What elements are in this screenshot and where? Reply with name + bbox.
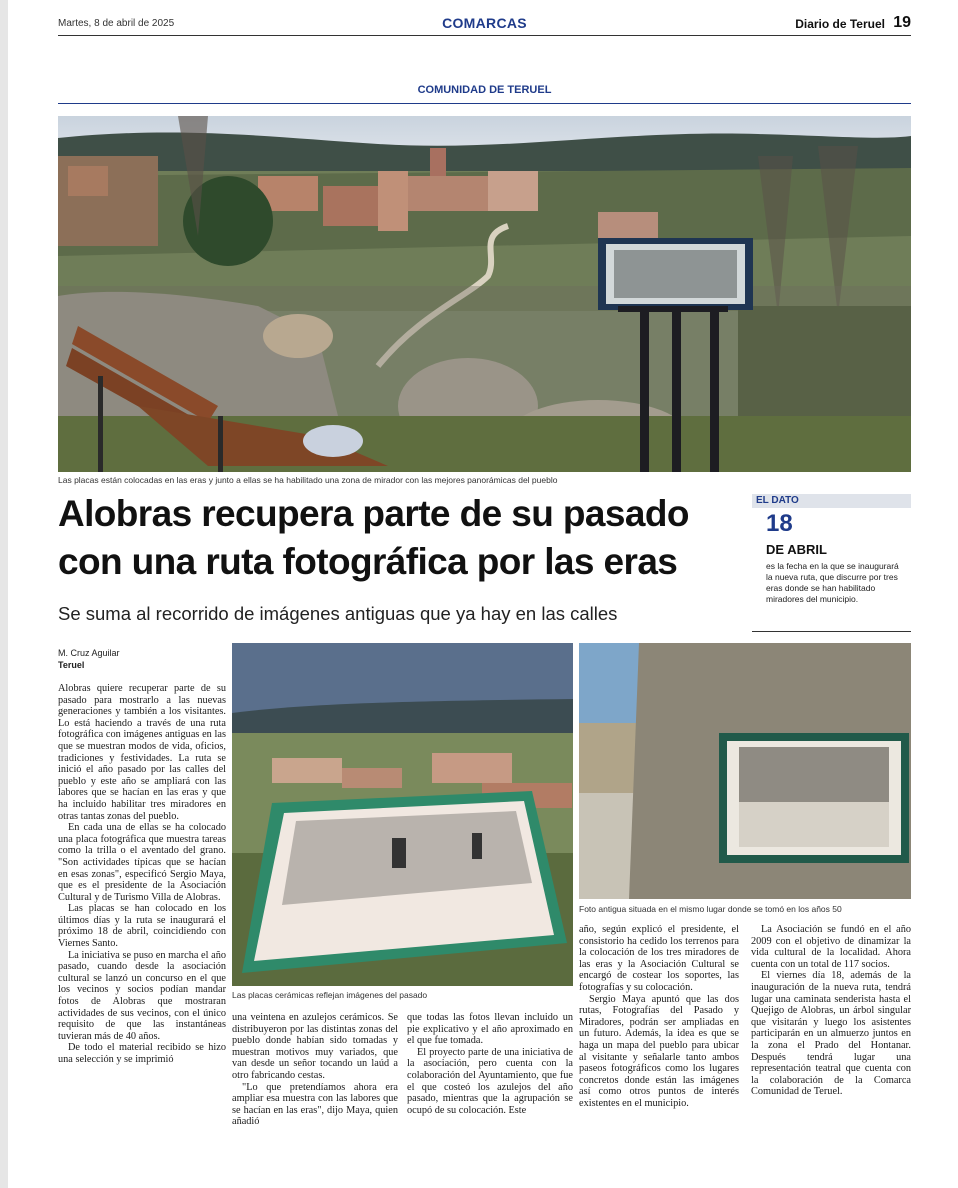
paragraph: El proyecto parte de una iniciativa de la asociación, pero cuenta con la colaboración del Ayuntamiento, que fue el que costeó los azulejos del año pasado, mientras que la agrupación se ocupó de su colocación. Este <box>407 1046 573 1116</box>
paragraph: año, según explicó el presidente, el consistorio ha cedido los terrenos para la colocación de los tres miradores de las eras y la Asociación Cultural se encargó de costear los soportes, las fotografías y su colocación. <box>579 924 739 993</box>
body-column-5 <box>751 924 911 1098</box>
body-column-2 <box>232 1012 398 1128</box>
subsection-title: COMUNIDAD DE TERUEL <box>58 84 911 104</box>
headline-line-1: Alobras recupera parte de su pasado <box>58 493 689 534</box>
headline <box>58 490 738 586</box>
body-column-4 <box>579 924 739 1110</box>
paragraph: El viernes día 18, además de la inauguración de la nueva ruta, tendrá lugar una caminata senderista hasta el Quejigo de Alobras, un árbol singular que visitarán y luego los asistentes participarán en un almuerzo juntos en la zona el Prado del Hontanar. Después tendrá lugar una representación teatral que cuenta con la colaboración de la Comarca Comunidad de Teruel. <box>751 970 911 1098</box>
paragraph: Las placas se han colocado en los últimos días y la ruta se inaugurará el próximo 18 de abril, coincidiendo con Viernes Santo. <box>58 903 226 950</box>
main-photo-caption: Las placas están colocadas en las eras y junto a ellas se ha habilitado una zona de mirador con las mejores panorámicas del pueblo <box>58 475 558 485</box>
ceramic-plaque-photo <box>232 643 573 986</box>
newspaper-page <box>8 0 958 1188</box>
page-edge <box>0 0 8 1188</box>
main-photo <box>58 116 911 472</box>
headline-line-2: con una ruta fotográfica por las eras <box>58 541 678 582</box>
header-page-number: 19 <box>893 14 911 31</box>
body-column-3 <box>407 1012 573 1116</box>
paragraph: una veintena en azulejos cerámicos. Se distribuyeron por las distintas zonas del pueblo donde habían sido tomadas y muestran motivos muy variados, que van desde un señor tocando un laúd a otro fabricando cestas. <box>232 1012 398 1081</box>
paragraph: En cada una de ellas se ha colocado una placa fotográfica que muestra tareas como la trilla o el aventado del grano. "Son actividades típicas que se hacían en esas zonas", especificó Sergio Maya, que es el presidente de la Asociación Cultural y de Turismo Villa de Alobras. <box>58 822 226 903</box>
page-header <box>58 14 911 36</box>
paragraph: De todo el material recibido se hizo una selección y se imprimió <box>58 1042 226 1065</box>
dato-label: EL DATO <box>752 494 911 508</box>
paragraph: La Asociación se fundó en el año 2009 con el objetivo de dinamizar la vida cultural de la localidad. Ahora cuenta con un total de 117 socios. <box>751 924 911 970</box>
el-dato-box <box>752 494 911 632</box>
byline-place: Teruel <box>58 660 85 670</box>
dato-unit: DE ABRIL <box>766 542 827 557</box>
dato-number: 18 <box>766 510 793 537</box>
header-date: Martes, 8 de abril de 2025 <box>58 18 175 29</box>
byline-author: M. Cruz Aguilar <box>58 648 120 658</box>
header-section: COMARCAS <box>442 15 527 31</box>
plaque-photo-caption: Las placas cerámicas reflejan imágenes del pasado <box>232 990 428 1000</box>
byline <box>58 647 120 671</box>
body-column-1 <box>58 683 226 1066</box>
paragraph: La iniciativa se puso en marcha el año pasado, cuando desde la asociación cultural se lanzó un concurso en el que los vecinos y socios podían mandar fotos de Alobras que mostraran actividades de sus vecinos, con el único requisito de que las instantáneas tuvieran más de 40 años. <box>58 949 226 1042</box>
paragraph: "Lo que pretendíamos ahora era ampliar esa muestra con las labores que se hacían en las eras", dijo Maya, quien añadió <box>232 1081 398 1128</box>
paragraph: Sergio Maya apuntó que las dos rutas, Fotografías del Pasado y Miradores, podrán ser ampliadas en un futuro. Además, la idea es que se haga un mapa del pueblo para ubicar al visitante y señalarle tanto ambos paseos fotográficos como los lugares concretos donde están las imágenes así como otros puntos de interés existentes en el municipio. <box>579 993 739 1109</box>
header-brand-logo: Diario de Teruel <box>795 17 885 31</box>
paragraph: Alobras quiere recuperar parte de su pasado para mostrarlo a las nuevas generaciones y también a los visitantes. Lo está haciendo a través de una ruta fotográfica con imágenes antiguas en las que se muestran modos de vida, oficios, tradiciones y festividades. La ruta se inició el año pasado por las calles del pueblo y este año se ampliará con las labores que se hacían en las eras y que ha incluido habilitar tres miradores en otras tantas zonas del pueblo. <box>58 683 226 822</box>
old-photo-caption: Foto antigua situada en el mismo lugar donde se tomó en los años 50 <box>579 904 842 914</box>
subheadline: Se suma al recorrido de imágenes antiguas que ya hay en las calles <box>58 603 618 624</box>
old-photo-wall <box>579 643 911 899</box>
dato-text: es la fecha en la que se inaugurará la nueva ruta, que discurre por tres eras donde se han habilitado miradores del municipio. <box>766 561 899 604</box>
paragraph: que todas las fotos llevan incluido un pie explicativo y el año aproximado en el que fue tomada. <box>407 1012 573 1047</box>
